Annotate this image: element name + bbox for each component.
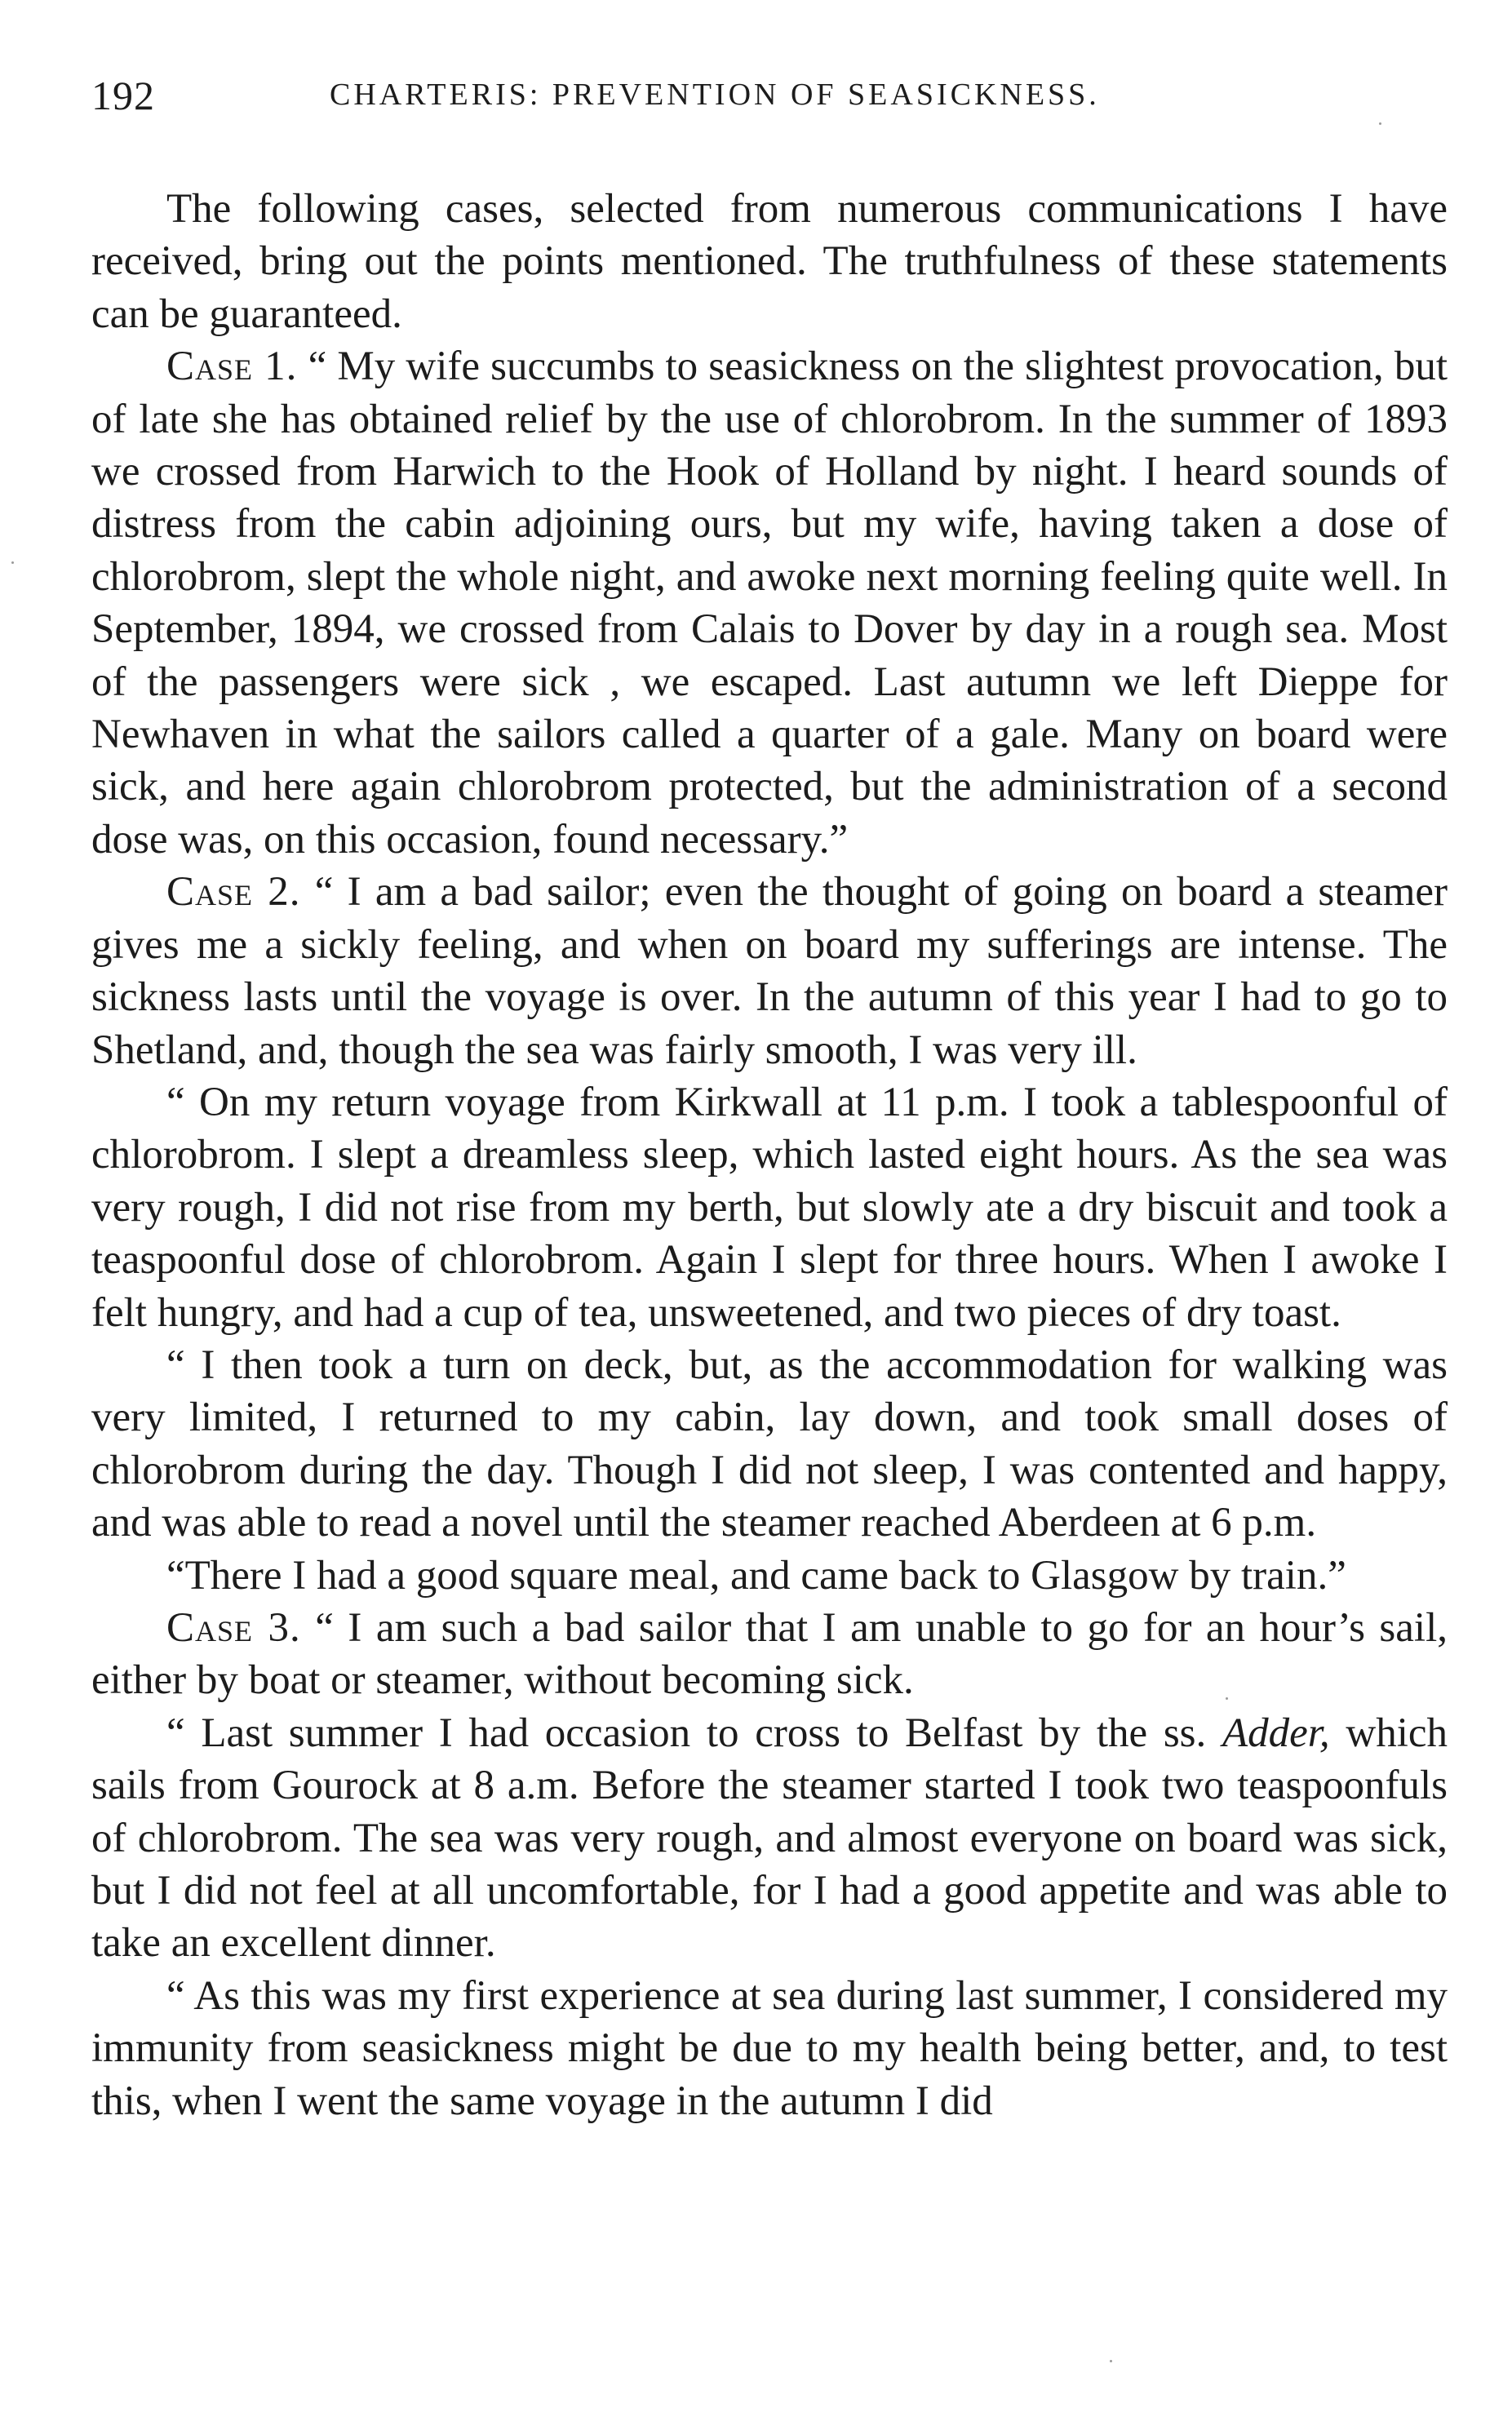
paragraph-text: “ I am such a bad sailor that I am unable to go for an hour’s sail, either by boat or steamer, without becoming sick. [91,1604,1448,1704]
paragraph-case-2-return [91,1076,1448,1339]
print-speck [1110,2360,1112,2362]
paragraph-intro [91,183,1448,340]
page-number: 192 [91,73,155,118]
running-title: CHARTERIS: PREVENTION OF SEASICKNESS. [330,78,1100,112]
print-speck [1379,122,1381,125]
paragraph-case-2-end [91,1550,1448,1602]
paragraph-text: “There I had a good square meal, and came back to Glasgow by train.” [166,1552,1346,1599]
paragraph-text: “ Last summer I had occasion to cross to Belfast by the ss. [166,1710,1222,1756]
paragraph-case-2-deck [91,1339,1448,1550]
case-label: Case 3. [166,1604,301,1651]
running-head [91,64,1448,134]
print-speck [11,561,14,564]
paragraph-case-2 [91,866,1448,1076]
print-speck [1226,1697,1228,1700]
paragraph-case-3-belfast [91,1707,1448,1970]
ship-name: Adder, [1222,1710,1330,1756]
paragraph-case-3 [91,1602,1448,1707]
paragraph-text: “ On my return voyage from Kirkwall at 11 p.m. I took a tablespoonful of chlorobrom. I slept a dreamless sleep, which lasted eight hours. As the sea was very rough, I did not rise from my berth, but slowly ate a dry biscuit and took a teaspoonful dose of chlorobrom. Again I slept for three hours. When I awoke I felt hungry, and had a cup of tea, unsweetened, and two pieces of dry toast. [91,1079,1448,1336]
paragraph-text: “ I then took a turn on deck, but, as the accommodation for walking was very limited, I returned to my cabin, lay down, and took small doses of chlorobrom during the day. Though I did not sleep, I was contented and happy, and was able to read a novel until the steamer reached Aberdeen at 6 p.m. [91,1342,1448,1546]
paragraph-text: “ My wife succumbs to seasickness on the slightest provocation, but of late she has obtained relief by the use of chlorobrom. In the summer of 1893 we crossed from Harwich to the Hook of Holland by night. I heard sounds of distress from the cabin adjoining ours, but my wife, having taken a dose of chlorobrom, slept the whole night, and awoke next morning feeling quite well. In September, 1894, we crossed from Calais to Dover by day in a rough sea. Most of the passengers were sick , we escaped. Last autumn we left Dieppe for Newhaven in what the sailors called a quarter of a gale. Many on board were sick, and here again chlorobrom protected, but the administration of a second dose was, on this occasion, found necessary.” [91,344,1448,863]
body-text [91,183,1448,2127]
book-page [91,64,1448,2127]
paragraph-text: “ I am a bad sailor; even the thought of going on board a steamer gives me a sickly feeling, and when on board my sufferings are intense. The sickness lasts until the voyage is over. In the autumn of this year I had to go to Shetland, and, though the sea was fairly smooth, I was very ill. [91,869,1448,1073]
paragraph-text: “ As this was my first experience at sea during last summer, I considered my immunity from seasickness might be due to my health being better, and, to test this, when I went the same voyage in the autumn I did [91,1972,1448,2124]
paragraph-case-1 [91,340,1448,866]
paragraph-text: which sails from Gourock at 8 a.m. Before the steamer started I took two teaspoonfuls of chlorobrom. The sea was very rough, and almost everyone on board was sick, but I did not feel at all uncomfortable, for I had a good appetite and was able to take an excellent dinner. [91,1710,1448,1967]
case-label: Case 2. [166,869,301,916]
case-label: Case 1. [166,344,298,390]
paragraph-text: The following cases, selected from numerous communications I have received, bring out the points mentioned. The truthfulness of these statements can be guaranteed. [91,186,1448,337]
paragraph-case-3-immunity [91,1970,1448,2127]
